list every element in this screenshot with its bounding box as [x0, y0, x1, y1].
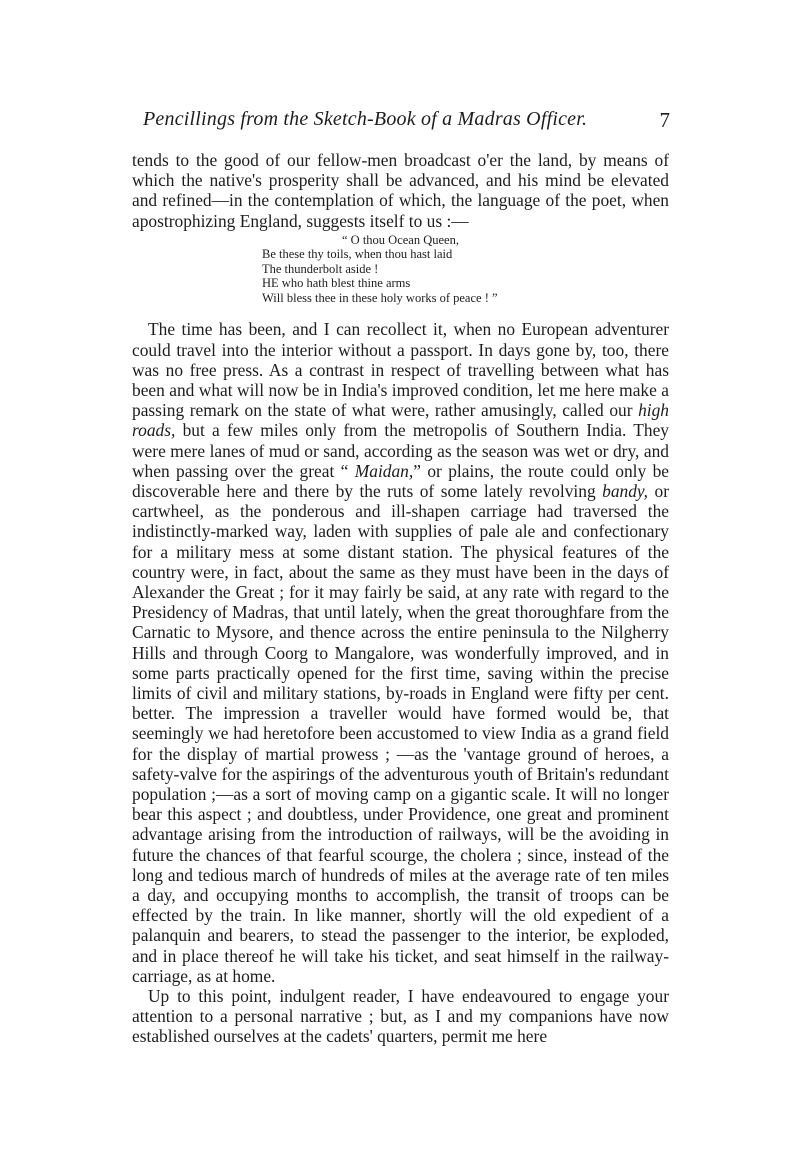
paragraph-text: The time has been, and I can recollect it, when no European adventurer could travel into the interior without a passport. In days gone by, too, there was no free press. As a contrast in respect of travelling between what has been and what will now be in India's improved condition, let me here make a passing remark on the state of what were, rather amusingly, called our: [132, 319, 669, 421]
paragraph-text: or cartwheel, as the ponderous and ill-shapen carriage had traversed the indistinctly-marked way, laden with supplies of pale ale and confectionary for a military mess at some distant station. The physical features of the country were, in fact, about the same as they must have been in the days of Alexander the Great ; for it may fairly be said, at any rate with regard to the Presidency of Madras, that until lately, when the great thoroughfare from the Carnatic to Mysore, and thence across the entire peninsula to the Nilgherry Hills and through Coorg to Mangalore, was wonderfully improved, and in some parts practically opened for the first time, saving within the precise limits of civil and military stations, by-roads in England were fifty per cent. better. The impression a traveller would have formed would be, that seemingly we had heretofore been accustomed to view India as a grand field for the display of martial prowess ; —as the 'vantage ground of heroes, a safety-valve for the aspirings of the adventurous youth of Britain's redundant population ;—as a sort of moving camp on a gigantic scale. It will no longer bear this aspect ; and doubtless, under Providence, one great and prominent advantage arising from the introduction of railways, will be the avoiding in future the chances of that fearful scourge, the cholera ; since, instead of the long and tedious march of hundreds of miles at the average rate of ten miles a day, and occupying months to accomplish, the transit of troops can be effected by the train. In like manner, shortly will the old expedient of a palanquin and bearers, to stead the passenger to the interior, be exploded, and in place thereof he will take his ticket, and seat himself in the railway-carriage, as at home.: [132, 480, 669, 986]
paragraph-travel: [132, 319, 669, 986]
running-header: [143, 108, 670, 136]
poem-line: The thunderbolt aside !: [262, 261, 379, 276]
poem-line: Will bless thee in these holy works of peace ! ”: [262, 290, 498, 305]
poem-line: Be these thy toils, when thou hast laid: [262, 247, 453, 262]
body-text: [132, 150, 669, 1047]
running-title: Pencillings from the Sketch-Book of a Madras Officer.: [143, 108, 588, 130]
paragraph-narrative: Up to this point, indulgent reader, I have endeavoured to engage your attention to a personal narrative ; but, as I and my companions have now established ourselves at the cadets' quarters, permit me here: [132, 986, 669, 1047]
poem-quotation: [262, 233, 669, 306]
poem-line: HE who hath blest thine arms: [262, 276, 411, 291]
emphasis-bandy: bandy,: [602, 480, 649, 501]
emphasis-high-roads: high roads,: [132, 400, 669, 441]
page-number: 7: [659, 108, 670, 132]
paragraph-text: but a few miles only from the metropolis of Southern India. They were mere lanes of mud or sand, according as the season was wet or dry, and when passing over the great “: [132, 420, 669, 481]
paragraph-continued: tends to the good of our fellow-men broadcast o'er the land, by means of which the native's prosperity shall be advanced, and his mind be elevated and refined—in the contemplation of which, the language of the poet, when apostrophizing England, suggests itself to us :—: [132, 150, 669, 231]
poem-line: “ O thou Ocean Queen,: [342, 232, 459, 247]
emphasis-maidan: Maidan,: [354, 460, 414, 481]
paragraph-text: ” or plains, the route could only be discoverable here and there by the ruts of some lately revolving: [132, 460, 669, 501]
